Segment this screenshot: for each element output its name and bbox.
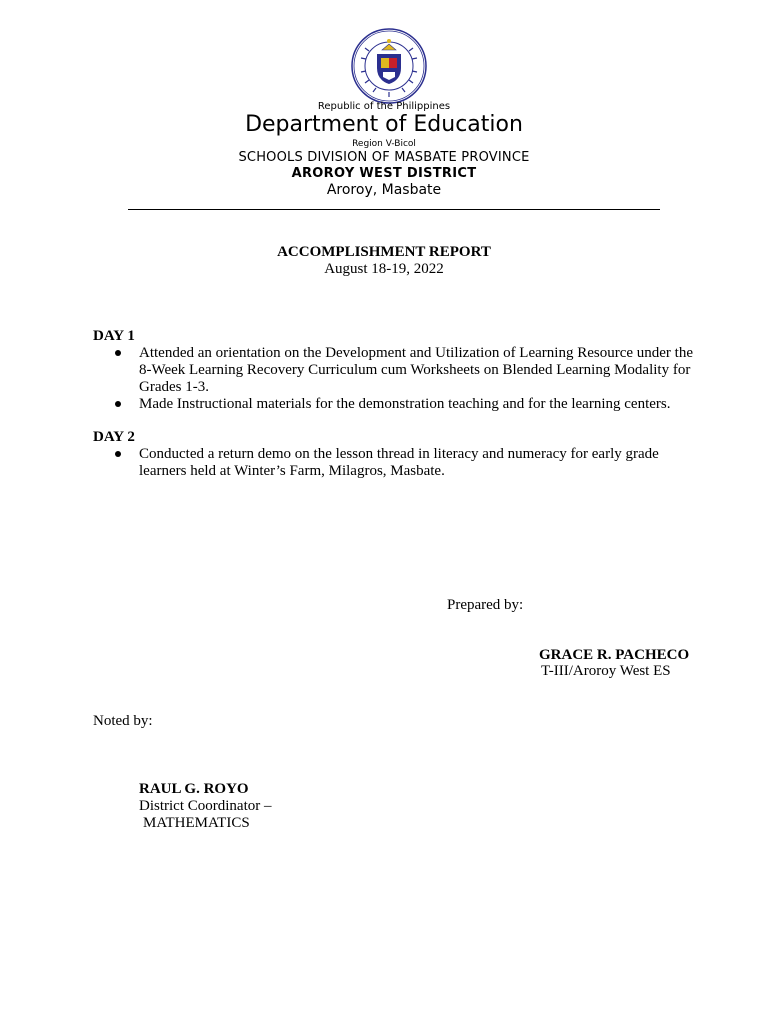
noted-by-label: Noted by: xyxy=(93,713,153,729)
day-1-label: DAY 1 xyxy=(93,328,135,344)
noter-position-line-2: MATHEMATICS xyxy=(143,815,250,831)
list-item-text: Conducted a return demo on the lesson thread in literacy and numeracy for early grade learners held at Winter’s Farm, Milagros, Masbate. xyxy=(139,446,659,479)
division-heading: SCHOOLS DIVISION OF MASBATE PROVINCE xyxy=(238,150,530,165)
report-date: August 18-19, 2022 xyxy=(324,261,444,277)
day-2-label: DAY 2 xyxy=(93,429,135,445)
preparer-position: T-III/Aroroy West ES xyxy=(541,663,671,679)
district-heading: AROROY WEST DISTRICT xyxy=(291,166,477,181)
deped-seal-logo xyxy=(351,28,427,104)
letterhead-divider xyxy=(128,209,660,210)
bullet-icon xyxy=(115,401,121,407)
republic-heading: Republic of the Philippines xyxy=(317,101,451,112)
region-heading: Region V-Bicol xyxy=(352,139,416,149)
town-heading: Aroroy, Masbate xyxy=(326,182,442,198)
noter-position-line-1: District Coordinator – xyxy=(139,798,272,814)
prepared-by-label: Prepared by: xyxy=(447,597,524,613)
report-title: ACCOMPLISHMENT REPORT xyxy=(277,244,491,260)
list-item-text: Attended an orientation on the Development and Utilization of Learning Resource under the 8-Week Learning Recovery Curriculum cum Worksheets on Blended Learning Modality for Grades 1-3. xyxy=(139,345,693,395)
list-item-text: Made Instructional materials for the demonstration teaching and for the learning centers. xyxy=(139,396,671,412)
bullet-icon xyxy=(115,451,121,457)
noter-name: RAUL G. ROYO xyxy=(139,781,249,797)
preparer-name: GRACE R. PACHECO xyxy=(539,647,690,663)
department-heading: Department of Education xyxy=(245,112,523,137)
bullet-icon xyxy=(115,350,121,356)
